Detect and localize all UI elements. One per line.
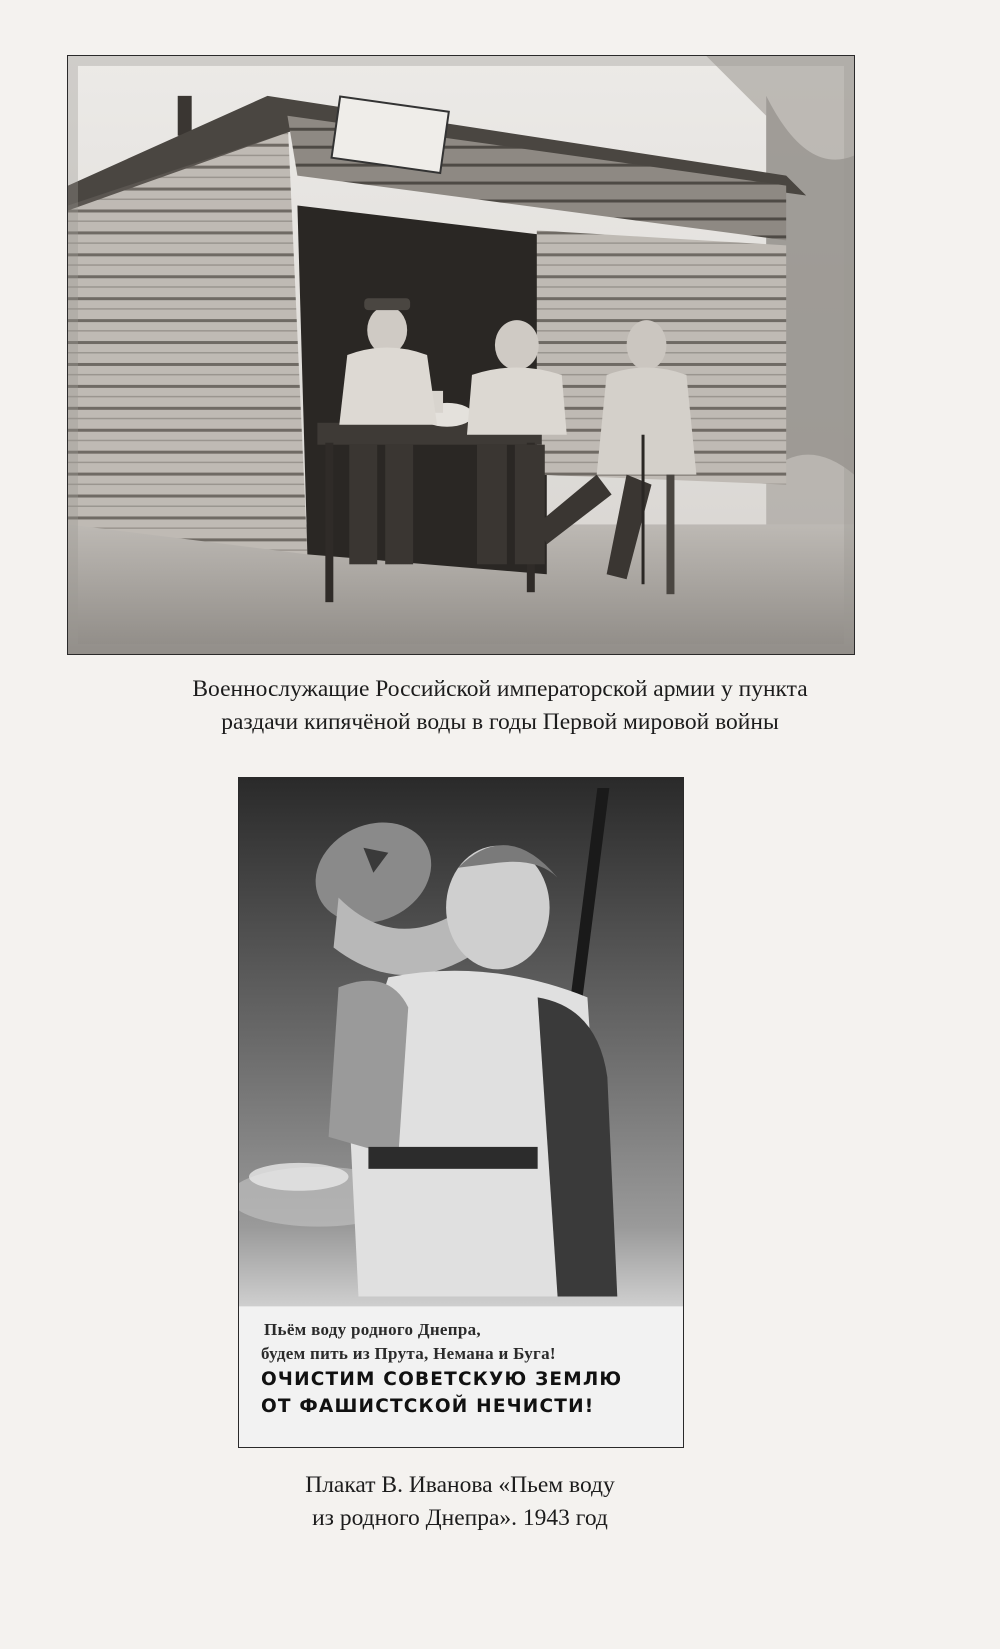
photo-caption bbox=[40, 673, 960, 739]
poster-slogan-line: ОЧИСТИМ СОВЕТСКУЮ ЗЕМЛЮ bbox=[261, 1369, 623, 1390]
poster-caption bbox=[200, 1469, 720, 1535]
caption-line: из родного Днепра». 1943 год bbox=[312, 1505, 608, 1531]
soviet-poster bbox=[238, 777, 684, 1448]
photo-illustration bbox=[68, 56, 854, 654]
wwi-water-station-photo bbox=[67, 55, 855, 655]
caption-line: Военнослужащие Российской императорской армии у пункта bbox=[192, 676, 808, 702]
caption-line: Плакат В. Иванова «Пьем воду bbox=[305, 1472, 615, 1498]
poster-slogan-line: будем пить из Прута, Немана и Буга! bbox=[261, 1344, 556, 1363]
poster-slogan-line: Пьём воду родного Днепра, bbox=[264, 1320, 481, 1339]
poster-slogan bbox=[261, 1318, 661, 1420]
poster-slogan-line: ОТ ФАШИСТСКОЙ НЕЧИСТИ! bbox=[261, 1396, 595, 1417]
caption-line: раздачи кипячёной воды в годы Первой мировой войны bbox=[221, 709, 779, 735]
